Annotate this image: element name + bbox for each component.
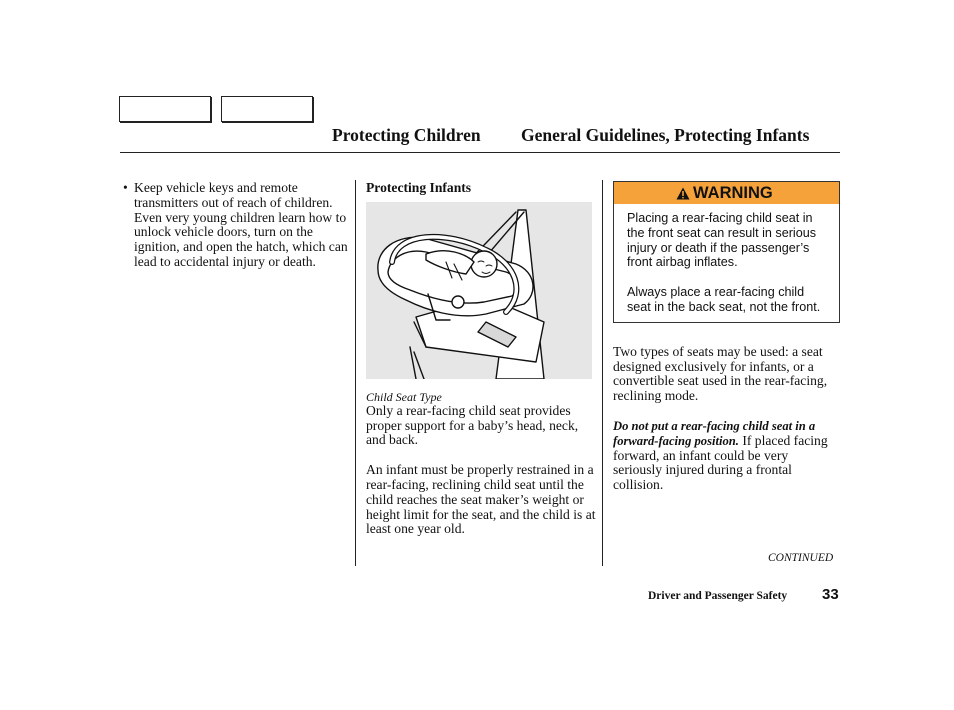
warning-text-2: Always place a rear-facing child seat in the back seat, not the front. [627,285,821,314]
continued-label: CONTINUED [768,552,834,564]
column-2 [366,181,598,537]
bullet-text: Keep vehicle keys and remote transmitters out of reach of children. Even very young children learn how to unlock vehicle doors, turn on the ignition, and open the hatch, which can lead to accidental injury or death. [134,180,348,269]
subheading-protecting-infants: Protecting Infants [366,180,472,195]
footer-section: Driver and Passenger Safety [648,590,788,602]
paragraph-rear-facing: Only a rear-facing child seat provides proper support for a baby’s head, neck, and back. [366,402,579,448]
paragraph-seat-types: Two types of seats may be used: a seat designed exclusively for infants, or a convertible seat used in the rear-facing, reclining mode. [613,343,828,404]
warning-text-1: Placing a rear-facing child seat in the front seat can result in serious injury or death if the passenger’s front airbag inflates. [627,211,817,270]
warning-label: WARNING [693,183,773,202]
bullet-marker: • [123,180,128,195]
nav-box-right[interactable] [221,96,313,122]
figure-caption: Child Seat Type [366,389,442,404]
warning-box [613,181,840,323]
warning-body [614,204,839,322]
nav-box-left[interactable] [119,96,211,122]
warning-triangle-icon [676,187,690,200]
emphasis-text: Do not put a rear-facing child seat in a forward-facing position. [613,418,816,448]
infant-seat-drawing [366,202,592,379]
paragraph-rest: If placed facing forward, an infant could be very seriously injured during a frontal collision. [613,432,828,493]
child-seat-illustration [366,202,592,379]
column-divider-1 [355,180,356,566]
column-1 [123,181,348,270]
column-divider-2 [602,180,603,566]
column-3 [613,181,840,493]
paragraph-infant-restraint: An infant must be properly restrained in a rear-facing, reclining child seat until the child reaches the seat maker’s weight or height limit for the seat, and the child is at least one year old. [366,462,596,537]
warning-header [614,182,839,204]
page-number: 33 [822,586,839,603]
paragraph-forward-facing [613,419,840,493]
section-title: Protecting Children [332,125,481,145]
header-rule [120,152,840,153]
bullet-item [123,181,348,270]
page-title: General Guidelines, Protecting Infants [521,125,810,145]
